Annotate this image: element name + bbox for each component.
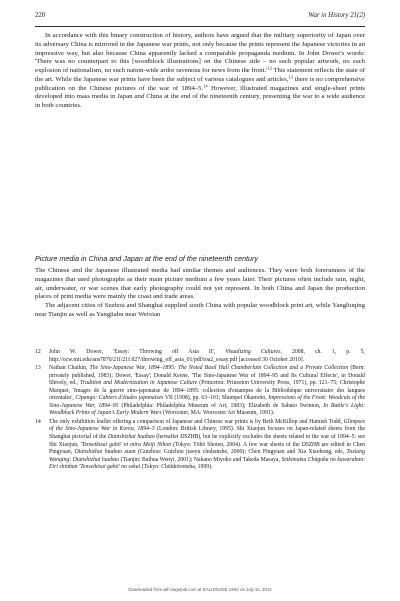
body-text [35,32,365,111]
header-rule [35,26,365,27]
footnote-ref-13[interactable]: 13 [288,74,293,80]
page-number: 220 [35,12,46,19]
footnote-13: 13 Nathan Chaikin, The Sino-Japanese War, 1894–1895: The Noted Basil Hall Chamberlain Collection and a Private Collection (Bern: privately published, 1983); Dower, 'Essay'; Donald Keene, 'The Sino-Japanese War of 1894–95 and Its Cultural Effects', in Donald Shively, ed., Tradition and Modernization in Japanese Culture (Princeton: Princeton University Press, 1971), pp. 121–75; Christophe Marquet, 'Images de la guerre sino-japonaise de 1894–1895: collection d'estampes de la Bibliothèque universitaire des langues orientales', Cipango: Cahiers d'études japonaises VII (1998), pp. 63–101; Shumpei Okamoto, Impressions of the Front: Woodcuts of the Sino-Japanese War, 1894–95 (Philadelphia: Philadelphia Museum of Art, 1983); Elizabeth de Sabato Swinton, In Battle's Light: Woodblock Prints of Japan's Early Modern Wars (Worcester, MA: Worcester Art Museum, 1991). [35,365,366,417]
paragraph-1: In accordance with this binary construction of history, authors have argued that the military superiority of Japan over its adversary China is mirrored in the Japanese war prints, not only because the prints represent the Japanese victories in an impressive way, but also because China apparently lacked a comparable propaganda medium. In John Dower's words: 'There was no counterpart to this [woodblock illustrations] on the Chinese side – no such popular artwork, no such explosion of nationalism, no such nation-wide ardor ravenous for news from the $front.'^{12}$ This statement reflects the state of the art. While the Japanese war prints have been the subject of various catalogues and articles,$^{13}$ there is no comprehensive publication on the Chinese pictures of the war of 1894–5.14 However, illustrated magazines and single-sheet prints developed into mass media in Japan and China at the end of the nineteenth century, presenting the war to a wide audience in both countries. [35,32,366,109]
section-paragraph-2: The adjacent cities of Suzhou and Shanghai supplied south China with popular woodblock print art, while Yangliuqing near Tianjin as well as Yangjiabu near Weixian [35,302,365,318]
section-heading: Picture media in China and Japan at the end of the nineteenth century [35,254,258,263]
running-head [35,12,365,24]
footnotes [35,349,365,473]
footnote-14: 14 The only exhibition leaflet offering a comparison of Japanese and Chinese war prints is by Beth McKillop and Hamish Todd, Glimpses of the Sino-Japanese War in Korea, 1894–5 (London: British Library, 1995). Shi Xiaojun focuses on Japan-related sheets from the Shanghai pictorial of the Dianshizhai huabao (hereafter DSZHB), but he explicitly excludes the sheets related to the war of 1894–5: see Shi Xiaojun, 'Tenseikisai gahō' ni miru Meiji Nihon (Tokyo: Tōhō Shoten, 2004). A few war sheets of the DSZHB are edited in Chen Pingyuan, Dianshizhai huabao xuan (Guizhou: Guizhou jiaoyu chubanshe, 2000); Chen Pingyuan and Xia Xiaohong, eds, Tuxiang Wanqing: Dianshizhai huabao (Tianjin: Baihua Wenyi, 2001); Nakano Miyoko and Takeda Masaya, Seikimatsu Chūgoku no kawaraban: Eiri shinbun 'Tenseikisai gahō' no sekai (Tokyo: Chūūkōronsha, 1999). [35,418,366,471]
section-paragraph-1: The Chinese and the Japanese illustrated media had similar themes and audiences. They were both forerunners of the magazines that used photographs as their main picture medium a few years later. Their pictures often include rain, night, air, underwater, or war scenes that early photography could not yet represent. In both China and Japan the production places of print media were mainly the coast and trade areas. [35,267,365,301]
footnote-ref-12[interactable]: 12 [267,65,272,71]
journal-title: War in History 21(2) [308,12,365,19]
download-footer: Downloaded from wih.sagepub.com at DALHOUSIE UNIV on July 16, 2014 [128,587,272,592]
section-body [35,267,365,320]
footnote-ref-14[interactable]: 14 [203,83,208,88]
footnote-12: 12 John W. Dower, 'Essay: Throwing off Asia II', Visualizing Cultures, 2008, ch. 1, p. 5, http://ocw.mit.edu/ans7870/21f/21f.027/throwing_off_asia_01/pdf/toa2_essay.pdf [accessed 30 October 2010]. [35,349,365,363]
